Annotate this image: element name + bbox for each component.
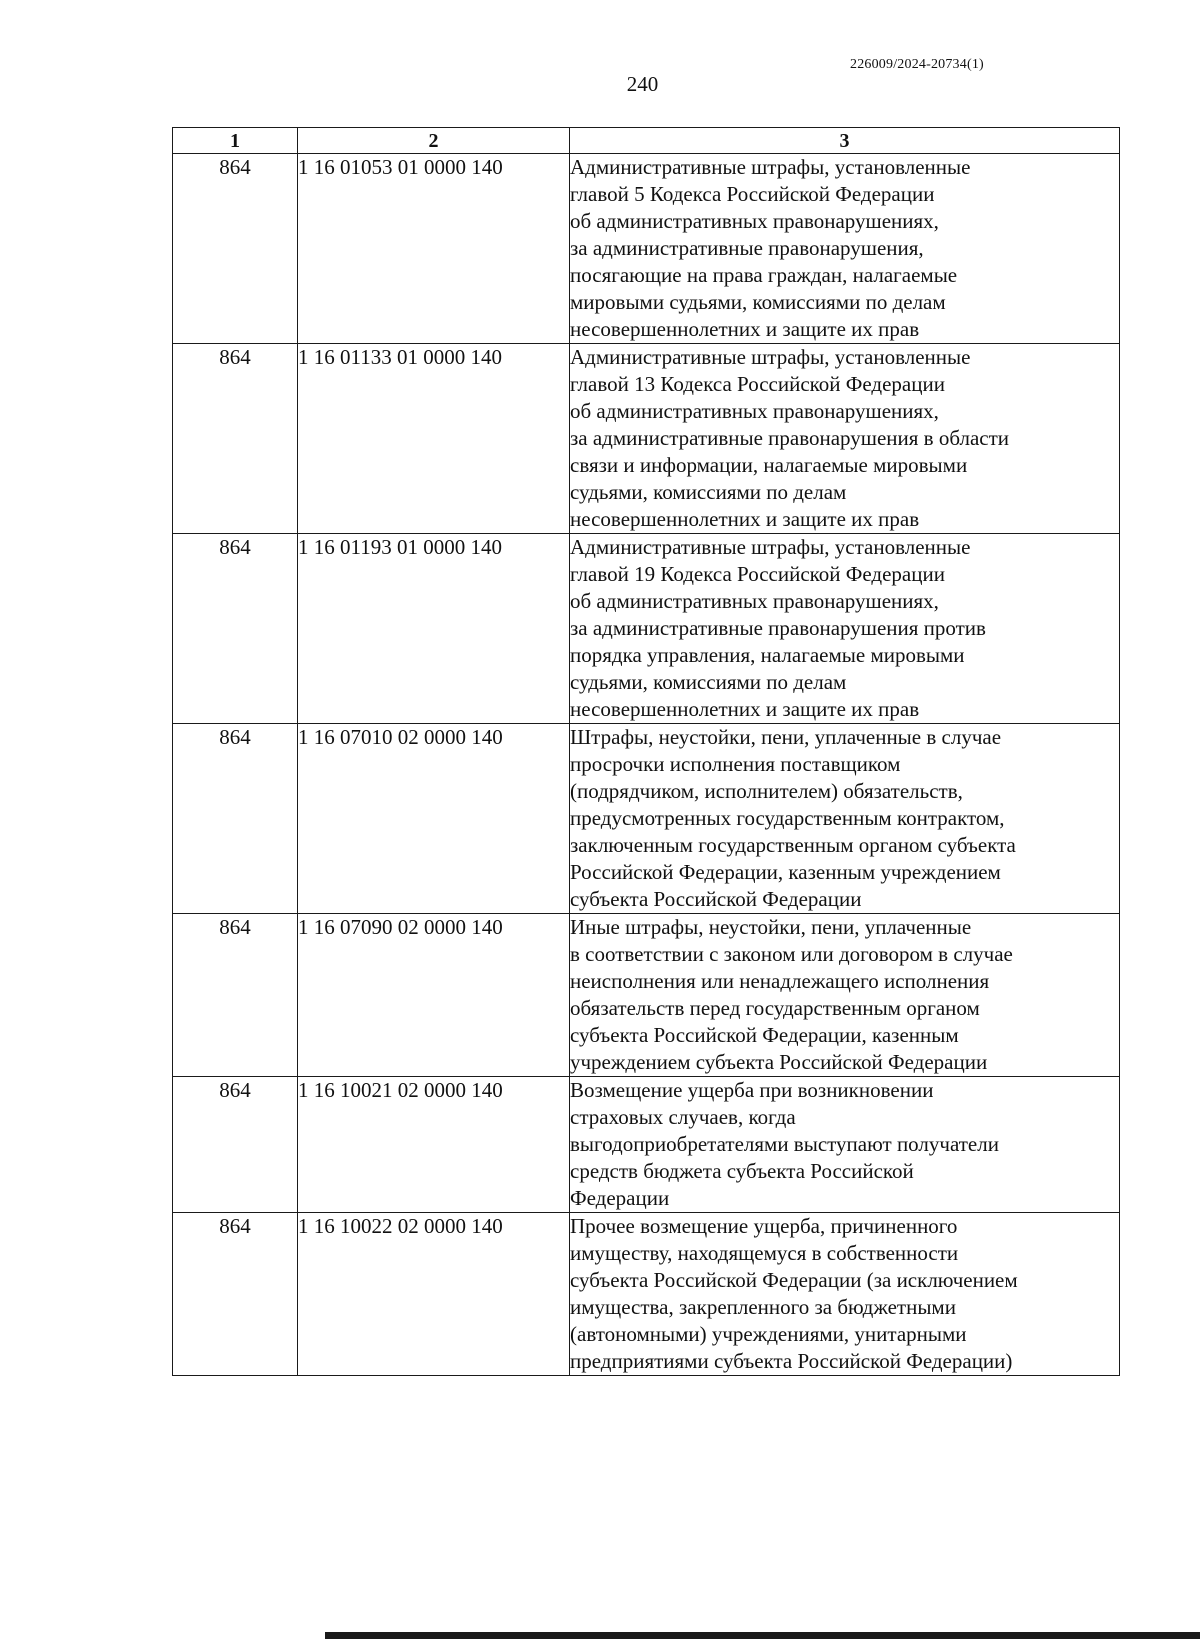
column-header-3: 3 <box>570 128 1120 154</box>
description-line: имущества, закрепленного за бюджетными <box>570 1295 956 1319</box>
description-line: связи и информации, налагаемые мировыми <box>570 453 968 477</box>
description-line: Возмещение ущерба при возникновении <box>570 1078 934 1102</box>
description-line: об административных правонарушениях, <box>570 589 939 613</box>
description-line: об административных правонарушениях, <box>570 399 939 423</box>
description-line: судьями, комиссиями по делам <box>570 670 847 694</box>
revenue-description-cell <box>570 534 1120 724</box>
revenue-description-cell <box>570 1213 1120 1376</box>
description-line: заключенным государственным органом субъекта <box>570 833 1016 857</box>
description-line: в соответствии с законом или договором в случае <box>570 942 1013 966</box>
admin-code-cell: 864 <box>173 724 298 914</box>
description-line: мировыми судьями, комиссиями по делам <box>570 290 946 314</box>
description-line: несовершеннолетних и защите их прав <box>570 697 920 721</box>
table-header <box>173 128 1120 154</box>
description-line: Административные штрафы, установленные <box>570 155 971 179</box>
document-number: 226009/2024-20734(1) <box>850 57 984 72</box>
description-line: Российской Федерации, казенным учреждением <box>570 860 1001 884</box>
description-line: Штрафы, неустойки, пени, уплаченные в случае <box>570 725 1002 749</box>
table-row <box>173 724 1120 914</box>
description-line: главой 19 Кодекса Российской Федерации <box>570 562 945 586</box>
description-line: посягающие на права граждан, налагаемые <box>570 263 958 287</box>
description-line: за административные правонарушения в области <box>570 426 1010 450</box>
budget-classification-code-cell: 1 16 01053 01 0000 140 <box>298 154 570 344</box>
admin-code-cell: 864 <box>173 1077 298 1213</box>
description-line: выгодоприобретателями выступают получатели <box>570 1132 999 1156</box>
table-row <box>173 344 1120 534</box>
description-line: обязательств перед государственным органом <box>570 996 980 1020</box>
table-row <box>173 1077 1120 1213</box>
bottom-scan-edge <box>325 1632 1200 1639</box>
budget-classification-code-cell: 1 16 01133 01 0000 140 <box>298 344 570 534</box>
description-line: неисполнения или ненадлежащего исполнения <box>570 969 990 993</box>
table-header-row <box>173 128 1120 154</box>
description-line: Иные штрафы, неустойки, пени, уплаченные <box>570 915 972 939</box>
description-line: главой 13 Кодекса Российской Федерации <box>570 372 945 396</box>
page-number: 240 <box>626 72 659 96</box>
description-line: об административных правонарушениях, <box>570 209 939 233</box>
admin-code-cell: 864 <box>173 914 298 1077</box>
description-line: субъекта Российской Федерации, казенным <box>570 1023 959 1047</box>
description-line: страховых случаев, когда <box>570 1105 796 1129</box>
table-row <box>173 1213 1120 1376</box>
budget-classification-code-cell: 1 16 07090 02 0000 140 <box>298 914 570 1077</box>
description-line: средств бюджета субъекта Российской <box>570 1159 914 1183</box>
table-row <box>173 154 1120 344</box>
revenue-description-cell <box>570 914 1120 1077</box>
table-row <box>173 914 1120 1077</box>
admin-code-cell: 864 <box>173 1213 298 1376</box>
description-line: порядка управления, налагаемые мировыми <box>570 643 965 667</box>
budget-classification-code-cell: 1 16 07010 02 0000 140 <box>298 724 570 914</box>
description-line: судьями, комиссиями по делам <box>570 480 847 504</box>
column-header-2: 2 <box>298 128 570 154</box>
description-line: несовершеннолетних и защите их прав <box>570 317 920 341</box>
budget-codes-table <box>172 127 1120 1376</box>
description-line: (подрядчиком, исполнителем) обязательств, <box>570 779 963 803</box>
description-line: субъекта Российской Федерации (за исключением <box>570 1268 1018 1292</box>
column-header-1: 1 <box>173 128 298 154</box>
revenue-description-cell <box>570 724 1120 914</box>
revenue-description-cell <box>570 154 1120 344</box>
description-line: за административные правонарушения, <box>570 236 924 260</box>
admin-code-cell: 864 <box>173 344 298 534</box>
budget-classification-code-cell: 1 16 10021 02 0000 140 <box>298 1077 570 1213</box>
description-line: учреждением субъекта Российской Федерации <box>570 1050 988 1074</box>
description-line: предусмотренных государственным контрактом, <box>570 806 1005 830</box>
table-row <box>173 534 1120 724</box>
table-body <box>173 154 1120 1376</box>
description-line: Административные штрафы, установленные <box>570 345 971 369</box>
revenue-description-cell <box>570 344 1120 534</box>
description-line: имуществу, находящемуся в собственности <box>570 1241 959 1265</box>
description-line: главой 5 Кодекса Российской Федерации <box>570 182 935 206</box>
admin-code-cell: 864 <box>173 534 298 724</box>
description-line: предприятиями субъекта Российской Федерации) <box>570 1349 1013 1373</box>
revenue-description-cell <box>570 1077 1120 1213</box>
budget-classification-code-cell: 1 16 10022 02 0000 140 <box>298 1213 570 1376</box>
description-line: Прочее возмещение ущерба, причиненного <box>570 1214 958 1238</box>
admin-code-cell: 864 <box>173 154 298 344</box>
description-line: Федерации <box>570 1186 670 1210</box>
description-line: за административные правонарушения против <box>570 616 986 640</box>
description-line: Административные штрафы, установленные <box>570 535 971 559</box>
description-line: субъекта Российской Федерации <box>570 887 862 911</box>
budget-classification-code-cell: 1 16 01193 01 0000 140 <box>298 534 570 724</box>
description-line: несовершеннолетних и защите их прав <box>570 507 920 531</box>
description-line: просрочки исполнения поставщиком <box>570 752 901 776</box>
description-line: (автономными) учреждениями, унитарными <box>570 1322 967 1346</box>
